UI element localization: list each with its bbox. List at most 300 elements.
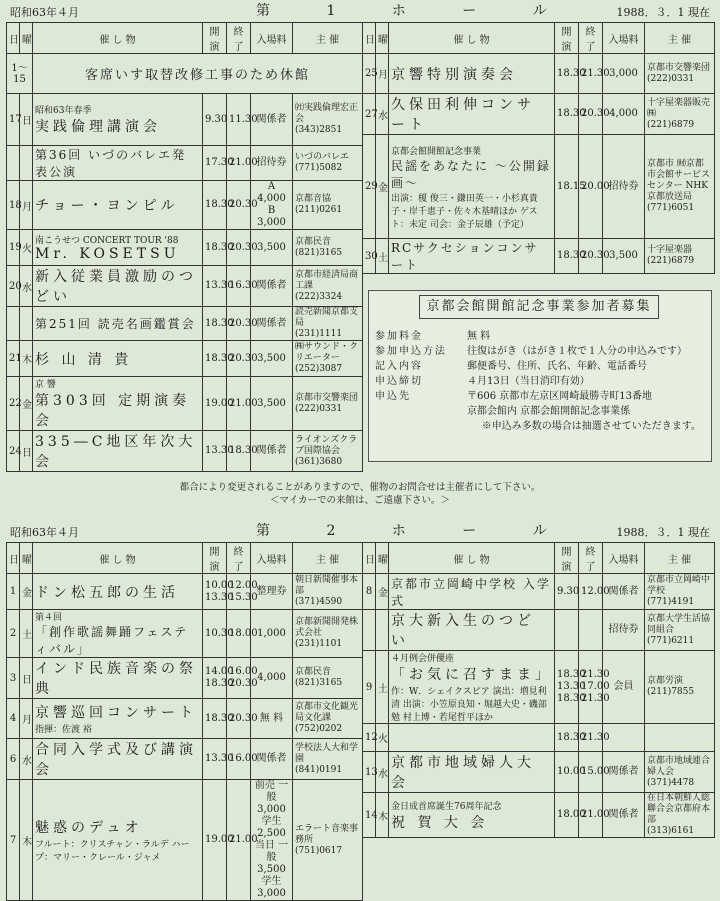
- day-cell: 17: [7, 94, 20, 146]
- event-title: 京大新入生のつどい: [391, 613, 535, 649]
- open-time: 18.00: [555, 793, 579, 838]
- organizer-cell: [645, 752, 715, 793]
- organizer-phone: (771)5082: [295, 163, 343, 173]
- admission-fee: 関係者: [603, 793, 645, 838]
- col-wd: 曜: [376, 23, 389, 54]
- era-label: 昭和63年４月: [10, 6, 79, 19]
- organizer-phone: (771)4191: [647, 597, 695, 607]
- day-cell: 24: [7, 431, 20, 472]
- organizer-cell: [293, 658, 363, 699]
- event-subtitle: 金日成首席誕生76周年記念: [391, 801, 502, 812]
- open-time: [555, 610, 579, 651]
- event-cell: [389, 54, 555, 94]
- col-organizer: 主 催: [293, 543, 363, 574]
- event-row: [7, 610, 363, 658]
- event-row: [363, 651, 715, 724]
- end-time: 12.00: [579, 574, 603, 610]
- admission-fee: 無 料: [251, 699, 293, 739]
- event-cell: [33, 574, 203, 610]
- organizer-cell: [293, 94, 363, 146]
- event-subtitle: 京都会館開館記念事業: [391, 146, 482, 157]
- day-cell: 12: [363, 724, 376, 752]
- organizer-name: 京都市経済局商工課: [295, 269, 359, 291]
- organizer-name: 京都民音: [295, 667, 332, 677]
- day-cell: 25: [363, 54, 376, 94]
- organizer-phone: (211)0261: [295, 205, 343, 215]
- organizer-cell: [293, 377, 363, 431]
- admission-fee: 3,000: [603, 54, 645, 94]
- event-row: [363, 752, 715, 793]
- end-time: 20.30: [579, 94, 603, 135]
- col-event: 催 し 物: [389, 543, 555, 574]
- event-row: [7, 658, 363, 699]
- event-cell: [33, 307, 203, 341]
- organizer-cell: [645, 574, 715, 610]
- organizer-phone: (371)4590: [295, 597, 343, 607]
- col-open: 開演: [555, 23, 579, 54]
- open-time: 19.00: [203, 377, 227, 431]
- end-time: 20.30: [227, 307, 251, 341]
- day-cell: [363, 610, 376, 651]
- organizer-name: 京都音協: [295, 194, 332, 204]
- admission-fee: 関係者: [251, 94, 293, 146]
- open-time: 19.00: [203, 780, 227, 901]
- organizer-name: ㈳実践倫理宏正会: [295, 103, 359, 124]
- event-row: [7, 54, 363, 94]
- organizer-phone: (211)7855: [647, 687, 695, 697]
- organizer-name: 京都市 ㈶京都市会館サービスセンター NHK京都放送局: [647, 159, 711, 202]
- organizer-cell: [293, 431, 363, 472]
- event-title: 魅惑のデュオ: [35, 820, 143, 836]
- organizer-cell: [293, 739, 363, 780]
- col-wd: 曜: [20, 23, 33, 54]
- organizer-phone: (231)1111: [295, 329, 343, 339]
- event-cell: [33, 780, 203, 901]
- event-title: インド民族音楽の祭典: [35, 661, 197, 697]
- organizer-cell: [293, 146, 363, 181]
- event-cell: [389, 724, 555, 752]
- event-row: [7, 266, 363, 307]
- weekday-cell: [20, 307, 33, 341]
- organizer-phone: (222)3324: [295, 291, 343, 302]
- organizer-name: 十字屋楽器販売㈱: [647, 97, 711, 119]
- weekday-cell: 木: [20, 780, 33, 901]
- admission-fee: 1,000: [251, 610, 293, 658]
- weekday-cell: 土: [376, 239, 389, 274]
- day-cell: 8: [363, 574, 376, 610]
- organizer-phone: (361)3680: [295, 456, 343, 467]
- event-cell: [389, 752, 555, 793]
- day-cell: 21: [7, 341, 20, 377]
- col-open: 開演: [203, 23, 227, 54]
- col-organizer: 主 催: [293, 23, 363, 54]
- organizer-phone: (752)0202: [295, 724, 343, 734]
- event-title: ドン松五郎の生活: [35, 584, 179, 601]
- recruitment-key: [375, 404, 459, 419]
- admission-fee: 4,000: [603, 94, 645, 135]
- organizer-phone: (343)2851: [295, 125, 343, 135]
- organizer-name: 学校法人大和学園: [295, 742, 359, 764]
- day-cell: [7, 307, 20, 341]
- event-row: [7, 699, 363, 739]
- organizer-name: 朝日新聞催事本部: [295, 575, 359, 596]
- event-cell: [33, 341, 203, 377]
- event-subtitle: 京 響: [35, 380, 56, 390]
- organizer-phone: (751)0617: [295, 845, 343, 856]
- day-cell: 6: [7, 739, 20, 780]
- admission-fee: A 4,000 B 3,000: [251, 181, 293, 230]
- end-time: [579, 610, 603, 651]
- hall-1-left-table: [6, 22, 363, 472]
- hall-1-right-table: [362, 22, 715, 274]
- hall-1-section: [6, 0, 714, 470]
- as-of-date: 1988．３．1 現在: [616, 6, 710, 19]
- open-time: 14.00 18.30: [203, 658, 227, 699]
- end-time: 15.00: [579, 752, 603, 793]
- day-cell: 1〜15: [7, 54, 33, 94]
- weekday-cell: [20, 146, 33, 181]
- recruitment-value: 往復はがき（はがき１枚で１人分の申込みです）: [467, 346, 687, 357]
- weekday-cell: 金: [376, 135, 389, 239]
- recruitment-key: 申込先: [375, 391, 411, 402]
- open-time: 13.30: [203, 266, 227, 307]
- col-wd: 曜: [20, 543, 33, 574]
- organizer-name: 京都新聞開発株式会社: [295, 617, 359, 638]
- organizer-cell: [645, 793, 715, 838]
- event-row: [363, 574, 715, 610]
- event-detail: 指揮：佐渡 裕: [35, 725, 92, 735]
- weekday-cell: 土: [376, 651, 389, 724]
- organizer-name: 京都市交響楽団: [295, 392, 359, 403]
- day-cell: 19: [7, 230, 20, 266]
- col-day: 日: [7, 543, 20, 574]
- organizer-phone: (222)0331: [647, 73, 695, 84]
- col-organizer: 主 催: [645, 23, 715, 54]
- organizer-cell: [293, 230, 363, 266]
- recruitment-row: [375, 329, 707, 344]
- recruitment-row: [375, 344, 707, 359]
- col-end: 終了: [227, 23, 251, 54]
- end-time: 21.00: [227, 377, 251, 431]
- event-title: 第36回 いづのバレエ発表公演: [35, 148, 187, 179]
- organizer-name: ライオンズクラブ国際協会: [295, 434, 358, 456]
- end-time: 18.00: [227, 610, 251, 658]
- hall-2-left-table: [6, 542, 363, 901]
- event-detail: 作：W．シェイクスピア 演出：増見利清 出演：小笠原良知・堀越大史・磯部勉 村上博・若尾哲平ほか: [391, 687, 547, 723]
- end-time: 21.00: [227, 780, 251, 901]
- recruitment-row: [375, 404, 707, 419]
- organizer-cell: [293, 699, 363, 739]
- admission-fee: 整理券: [251, 574, 293, 610]
- admission-fee: 4,000: [251, 658, 293, 699]
- recruitment-value: 無 料: [467, 331, 491, 342]
- admission-fee: 関係者: [251, 266, 293, 307]
- event-row: [363, 610, 715, 651]
- weekday-cell: 土: [20, 610, 33, 658]
- organizer-cell: [645, 135, 715, 239]
- event-cell: [33, 739, 203, 780]
- organizer-cell: [293, 266, 363, 307]
- admission-fee: 関係者: [251, 307, 293, 341]
- parking-notice: ＜マイカーでの来館は、ご遠慮下さい。＞: [269, 495, 451, 506]
- event-cell: [389, 793, 555, 838]
- organizer-cell: [645, 239, 715, 274]
- col-organizer: 主 催: [645, 543, 715, 574]
- event-row: [7, 230, 363, 266]
- organizer-phone: (821)3165: [295, 678, 343, 688]
- organizer-name: エラート音楽事務所: [295, 823, 359, 845]
- recruitment-key: 参加申込方法: [375, 346, 447, 357]
- organizer-cell: [293, 780, 363, 901]
- recruitment-row: [375, 389, 707, 404]
- event-title: チョー・ヨンピル: [35, 198, 179, 214]
- event-title: 335―C地区年次大会: [35, 434, 197, 470]
- recruitment-key: 申込締切: [375, 376, 423, 387]
- day-cell: 27: [363, 94, 376, 135]
- event-cell: [33, 230, 203, 266]
- event-cell: [33, 181, 203, 230]
- event-cell: [389, 610, 555, 651]
- day-cell: 2: [7, 610, 20, 658]
- weekday-cell: 木: [376, 793, 389, 838]
- col-open: 開演: [555, 543, 579, 574]
- event-title: 久保田利伸コンサート: [391, 97, 535, 133]
- open-time: 9.30: [555, 574, 579, 610]
- event-title: 第251回 読売名画鑑賞会: [35, 317, 196, 331]
- organizer-cell: [645, 651, 715, 724]
- open-time: 10.00: [555, 752, 579, 793]
- end-time: 11.30: [227, 94, 251, 146]
- organizer-name: 京都市地域連合婦人会: [647, 755, 711, 777]
- open-time: 18.30: [555, 239, 579, 274]
- admission-fee: 招待券: [603, 135, 645, 239]
- recruitment-key: 記入内容: [375, 361, 423, 372]
- day-cell: 30: [363, 239, 376, 274]
- weekday-cell: 日: [20, 94, 33, 146]
- recruitment-value: 〒606 京都市左京区岡崎最勝寺町13番地: [467, 391, 652, 402]
- weekday-cell: 月: [376, 54, 389, 94]
- event-row: [7, 181, 363, 230]
- recruitment-details: [375, 329, 707, 434]
- weekday-cell: 金: [20, 377, 33, 431]
- end-time: 20.30: [227, 341, 251, 377]
- end-time: 16.00 20.30: [227, 658, 251, 699]
- as-of-date: 1988．３．1 現在: [616, 526, 710, 539]
- admission-fee: 関係者: [603, 574, 645, 610]
- event-row: [363, 54, 715, 94]
- col-day: 日: [7, 23, 20, 54]
- admission-fee: 前売 一般3,000 学生2,500 当日 一般3,500 学生3,000: [251, 780, 293, 901]
- weekday-cell: 月: [20, 699, 33, 739]
- col-end: 終了: [579, 23, 603, 54]
- end-time: 21.30 17.00 21.30: [579, 651, 603, 724]
- organizer-phone: (222)0331: [295, 403, 343, 414]
- event-cell: [33, 377, 203, 431]
- event-title: 第303回 定期演奏会: [35, 393, 191, 429]
- admission-fee: 関係者: [603, 752, 645, 793]
- event-subtitle: ４月例会併優座: [391, 654, 455, 664]
- organizer-phone: (221)6879: [647, 256, 695, 266]
- organizer-name: ㈱サウンド・クリエーター: [295, 342, 359, 363]
- col-event: 催 し 物: [389, 23, 555, 54]
- organizer-cell: [293, 341, 363, 377]
- organizer-cell: [293, 574, 363, 610]
- open-time: 18.30 13.30 18.30: [555, 651, 579, 724]
- hall-title: 第 1 ホ ー ル: [256, 3, 573, 19]
- event-row: [7, 94, 363, 146]
- weekday-cell: 日: [20, 431, 33, 472]
- organizer-name: 京都大学生活協同組合: [647, 613, 711, 635]
- admission-fee: 3,500: [251, 377, 293, 431]
- open-time: 17.30: [203, 146, 227, 181]
- organizer-phone: (252)3087: [295, 364, 343, 374]
- event-detail: 出演：榎 俊三・鎌田英一・小杉真貴子・岸千恵子・佐々木基晴ほか ゲスト：未定 司会：金子辰雄（予定）: [391, 193, 538, 230]
- end-time: 21.00: [579, 793, 603, 838]
- col-wd: 曜: [376, 543, 389, 574]
- recruitment-title: 京都会館開館記念事業参加者募集: [419, 295, 659, 319]
- organizer-name: 京都市交響楽団: [647, 62, 711, 73]
- event-row: [363, 239, 715, 274]
- lottery-note: ※申込み多数の場合は抽選させていただきます。: [481, 421, 701, 432]
- end-time: 21.30: [579, 724, 603, 752]
- col-admission: 入場料: [251, 23, 293, 54]
- day-cell: 3: [7, 658, 20, 699]
- event-cell: [389, 574, 555, 610]
- organizer-cell: [293, 610, 363, 658]
- end-time: 21.00: [227, 146, 251, 181]
- era-label: 昭和63年４月: [10, 526, 79, 539]
- event-row: [7, 574, 363, 610]
- day-cell: 4: [7, 699, 20, 739]
- end-time: 20.30: [227, 181, 251, 230]
- event-title: 実践倫理講演会: [35, 119, 161, 135]
- hall-1-header: [6, 0, 714, 22]
- open-time: 18.30: [203, 230, 227, 266]
- recruitment-key: 参加料金: [375, 331, 423, 342]
- day-cell: 20: [7, 266, 20, 307]
- event-cell: [33, 610, 203, 658]
- event-title: 京都市立岡崎中学校 入学式: [391, 576, 551, 608]
- recruitment-value: 京都会館内 京都会館開館記念事業係: [467, 406, 631, 417]
- event-cell: [33, 431, 203, 472]
- open-time: 18.30: [203, 181, 227, 230]
- organizer-name: 在日本朝鮮人総聯合会京都府本部: [647, 793, 711, 825]
- organizer-cell: [645, 724, 715, 752]
- admission-fee: 招待券: [603, 610, 645, 651]
- event-title: 「お気に召すまま」: [391, 667, 553, 683]
- admission-fee: 関係者: [251, 739, 293, 780]
- organizer-name: 京都市立岡崎中学校: [647, 575, 711, 596]
- day-cell: 9: [363, 651, 376, 724]
- event-title: 京響巡回コンサート: [35, 705, 197, 721]
- end-time: 18.30: [227, 431, 251, 472]
- day-cell: 29: [363, 135, 376, 239]
- organizer-cell: [293, 307, 363, 341]
- weekday-cell: 金: [20, 574, 33, 610]
- admission-fee: 3,500: [603, 239, 645, 274]
- event-subtitle: 昭和63年春季: [35, 106, 92, 116]
- event-cell: [389, 94, 555, 135]
- end-time: 12.00 15.30: [227, 574, 251, 610]
- weekday-cell: 水: [20, 739, 33, 780]
- event-row: [7, 377, 363, 431]
- hall-title: 第 2 ホ ー ル: [256, 523, 573, 539]
- event-subtitle: 第４回: [35, 613, 63, 623]
- event-subtitle: 南こうせつ CONCERT TOUR '88: [35, 236, 179, 246]
- event-title: 京響特別演奏会: [391, 66, 517, 83]
- organizer-phone: (313)6161: [647, 826, 695, 836]
- day-cell: 13: [363, 752, 376, 793]
- organizer-phone: (231)1101: [295, 639, 343, 649]
- open-time: 18.30: [203, 341, 227, 377]
- event-row: [7, 307, 363, 341]
- end-time: 21.30: [579, 54, 603, 94]
- open-time: 18.30: [203, 699, 227, 739]
- organizer-cell: [293, 181, 363, 230]
- end-time: 16.30: [227, 266, 251, 307]
- event-row: [7, 341, 363, 377]
- organizer-name: 十字屋楽器: [647, 245, 693, 255]
- event-title: 「創作歌謡舞踊フェスティバル」: [35, 625, 189, 656]
- end-time: 20.30: [579, 239, 603, 274]
- recruitment-box: [368, 290, 712, 462]
- event-cell: [33, 146, 203, 181]
- organizer-phone: (371)4478: [647, 777, 695, 788]
- inquiry-notice: 都合により変更されることがありますので、催物のお問合せは主催者にして下さい。: [179, 482, 541, 493]
- open-time: 18.30: [203, 307, 227, 341]
- event-cell: [389, 651, 555, 724]
- weekday-cell: [376, 610, 389, 651]
- organizer-name: 京都労演: [647, 676, 684, 686]
- admission-fee: 3,500: [251, 341, 293, 377]
- closed-notice: 客席いす取替改修工事のため休館: [33, 54, 363, 94]
- organizer-cell: [645, 54, 715, 94]
- weekday-cell: 木: [20, 341, 33, 377]
- open-time: 10.00 13.30: [203, 574, 227, 610]
- open-time: 10.30: [203, 610, 227, 658]
- event-cell: [33, 658, 203, 699]
- col-open: 開演: [203, 543, 227, 574]
- end-time: 16.00: [227, 739, 251, 780]
- recruitment-row: [375, 359, 707, 374]
- organizer-phone: (771)6211: [647, 635, 695, 646]
- event-detail: フルート：クリスチャン・ラルデ ハープ：マリー・クレール・ジャメ: [35, 840, 190, 863]
- event-title: 祝 賀 大 会: [391, 814, 489, 831]
- day-cell: 7: [7, 780, 20, 901]
- day-cell: 1: [7, 574, 20, 610]
- recruitment-value: 郵便番号、住所、氏名、年齢、電話番号: [467, 361, 647, 372]
- organizer-name: 読売新聞京都支局: [295, 307, 359, 328]
- col-day: 日: [363, 23, 376, 54]
- event-cell: [389, 135, 555, 239]
- col-end: 終了: [227, 543, 251, 574]
- col-admission: 入場料: [251, 543, 293, 574]
- admission-fee: 関係者: [251, 431, 293, 472]
- event-cell: [389, 239, 555, 274]
- event-title: RCサクセションコンサート: [391, 241, 539, 272]
- col-admission: 入場料: [603, 23, 645, 54]
- organizer-phone: (841)0191: [295, 764, 343, 775]
- end-time: 20.30: [227, 230, 251, 266]
- organizer-phone: (821)3165: [295, 247, 343, 258]
- weekday-cell: 火: [20, 230, 33, 266]
- col-event: 催 し 物: [33, 543, 203, 574]
- event-title: 新入従業員激励のつどい: [35, 269, 197, 305]
- weekday-cell: 月: [20, 181, 33, 230]
- col-admission: 入場料: [603, 543, 645, 574]
- event-title: 杉 山 清 貴: [35, 351, 133, 368]
- organizer-name: 京都市文化観光局文化課: [295, 702, 359, 723]
